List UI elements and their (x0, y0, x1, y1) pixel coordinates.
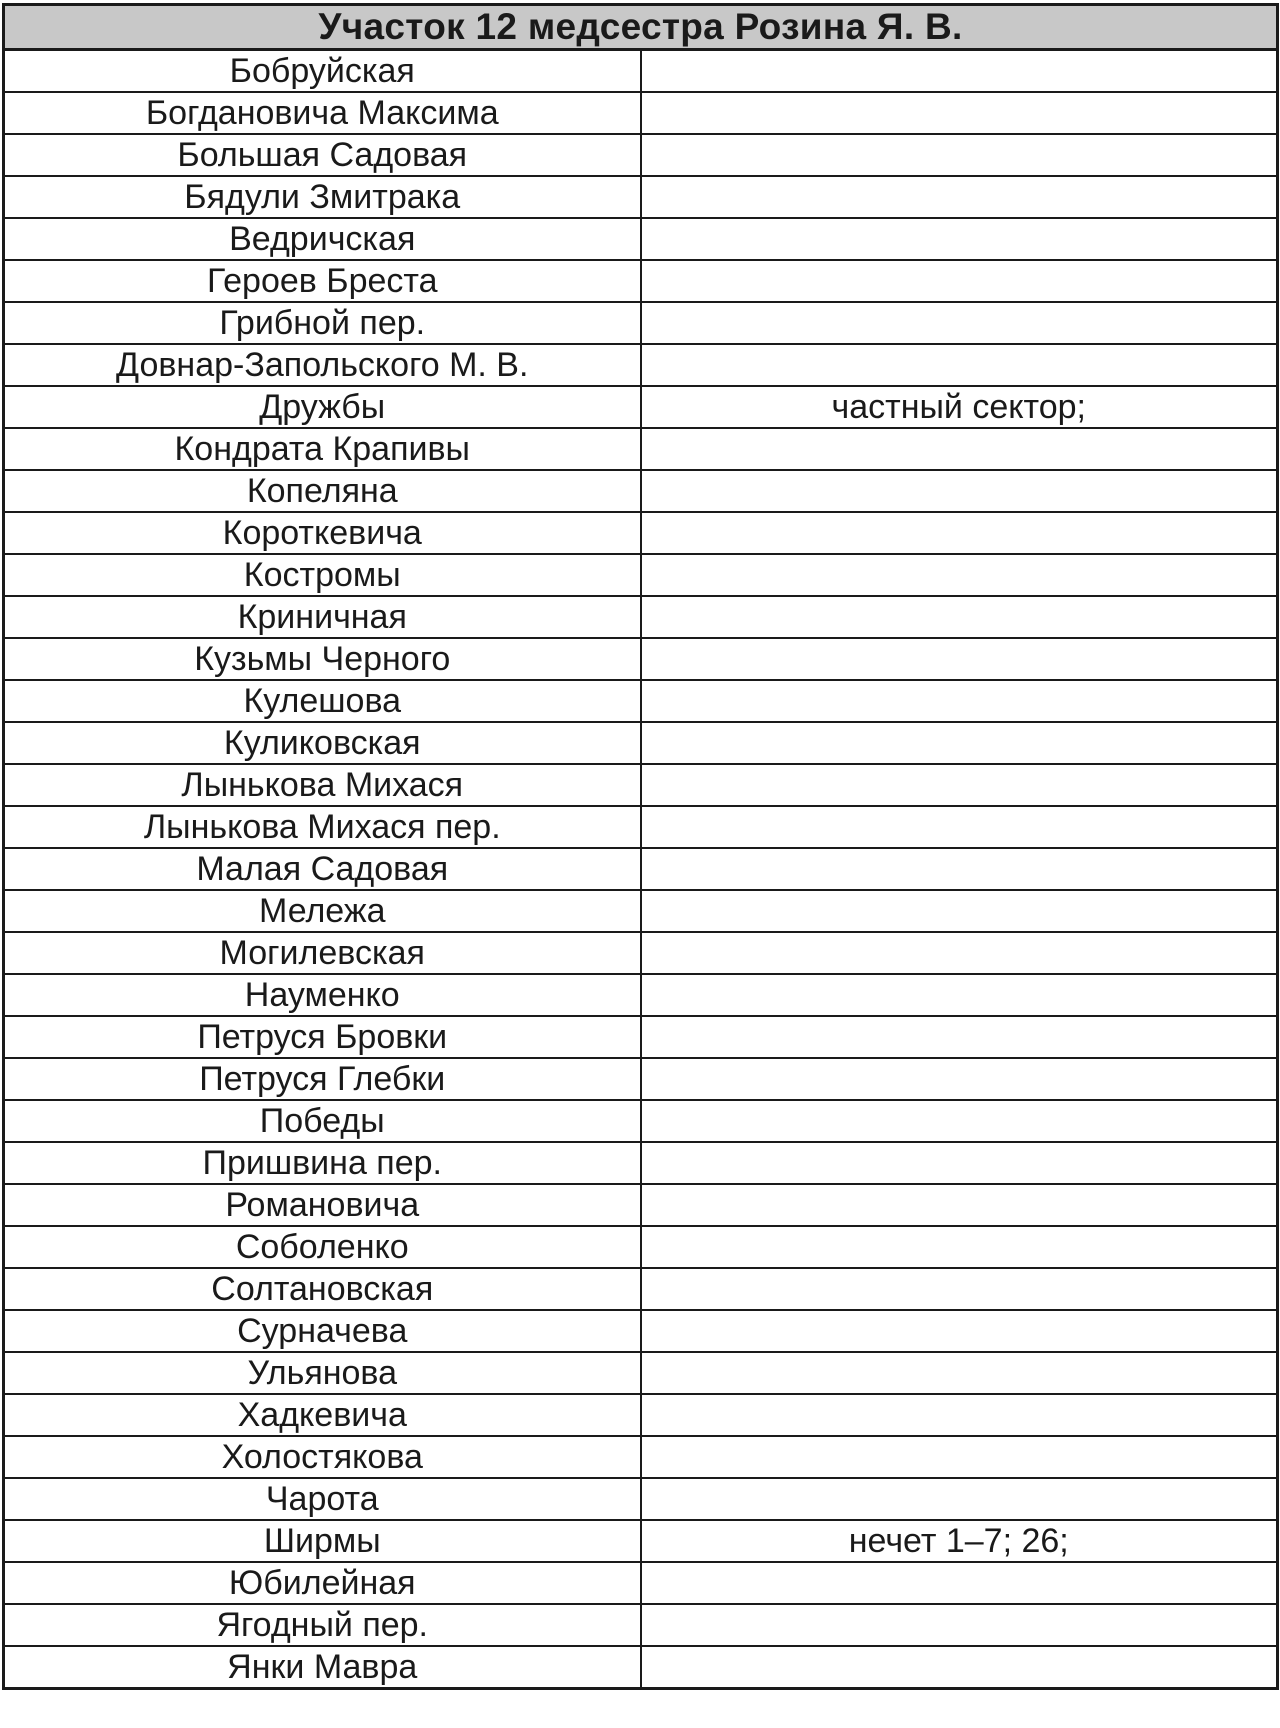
table-row (4, 386, 1278, 428)
street-name-cell: Петруся Бровки (4, 1016, 641, 1058)
table-row (4, 1646, 1278, 1689)
house-range-cell (641, 1016, 1278, 1058)
table-row (4, 1436, 1278, 1478)
street-name-cell: Героев Бреста (4, 260, 641, 302)
house-range-cell (641, 848, 1278, 890)
house-range-cell (641, 50, 1278, 93)
house-range-cell (641, 302, 1278, 344)
house-range-cell (641, 806, 1278, 848)
table-row (4, 428, 1278, 470)
table-row (4, 890, 1278, 932)
house-range-cell: нечет 1–7; 26; (641, 1520, 1278, 1562)
house-range-cell (641, 218, 1278, 260)
street-name-cell: Ширмы (4, 1520, 641, 1562)
street-name-cell: Кулешова (4, 680, 641, 722)
street-name-cell: Романовича (4, 1184, 641, 1226)
house-range-cell: частный сектор; (641, 386, 1278, 428)
table-row (4, 92, 1278, 134)
table-row (4, 554, 1278, 596)
house-range-cell (641, 1100, 1278, 1142)
street-name-cell: Копеляна (4, 470, 641, 512)
district-streets-table (2, 3, 1279, 1690)
street-name-cell: Куликовская (4, 722, 641, 764)
house-range-cell (641, 1646, 1278, 1689)
street-name-cell: Победы (4, 1100, 641, 1142)
table-row (4, 806, 1278, 848)
table-row (4, 260, 1278, 302)
table-row (4, 1016, 1278, 1058)
house-range-cell (641, 596, 1278, 638)
house-range-cell (641, 260, 1278, 302)
table-row (4, 722, 1278, 764)
table-row (4, 1268, 1278, 1310)
house-range-cell (641, 554, 1278, 596)
house-range-cell (641, 764, 1278, 806)
table-row (4, 1100, 1278, 1142)
street-name-cell: Криничная (4, 596, 641, 638)
table-row (4, 1520, 1278, 1562)
table-row (4, 344, 1278, 386)
street-name-cell: Ведричская (4, 218, 641, 260)
table-row (4, 218, 1278, 260)
table-row (4, 134, 1278, 176)
street-name-cell: Холостякова (4, 1436, 641, 1478)
house-range-cell (641, 1604, 1278, 1646)
table-row (4, 764, 1278, 806)
street-name-cell: Ягодный пер. (4, 1604, 641, 1646)
street-name-cell: Чарота (4, 1478, 641, 1520)
house-range-cell (641, 1478, 1278, 1520)
table-row (4, 470, 1278, 512)
house-range-cell (641, 890, 1278, 932)
street-name-cell: Пришвина пер. (4, 1142, 641, 1184)
house-range-cell (641, 1394, 1278, 1436)
street-name-cell: Солтановская (4, 1268, 641, 1310)
table-row (4, 1310, 1278, 1352)
street-name-cell: Бобруйская (4, 50, 641, 93)
street-name-cell: Малая Садовая (4, 848, 641, 890)
street-name-cell: Довнар-Запольского М. В. (4, 344, 641, 386)
house-range-cell (641, 428, 1278, 470)
street-name-cell: Науменко (4, 974, 641, 1016)
table-row (4, 974, 1278, 1016)
street-name-cell: Кузьмы Черного (4, 638, 641, 680)
table-row (4, 50, 1278, 93)
street-name-cell: Грибной пер. (4, 302, 641, 344)
table-row (4, 1058, 1278, 1100)
table-row (4, 1226, 1278, 1268)
table-row (4, 1352, 1278, 1394)
table-row (4, 1604, 1278, 1646)
street-name-cell: Мележа (4, 890, 641, 932)
house-range-cell (641, 680, 1278, 722)
street-name-cell: Кондрата Крапивы (4, 428, 641, 470)
house-range-cell (641, 512, 1278, 554)
table-row (4, 932, 1278, 974)
house-range-cell (641, 92, 1278, 134)
house-range-cell (641, 1310, 1278, 1352)
house-range-cell (641, 1226, 1278, 1268)
house-range-cell (641, 722, 1278, 764)
house-range-cell (641, 134, 1278, 176)
table-row (4, 596, 1278, 638)
table-row (4, 302, 1278, 344)
house-range-cell (641, 344, 1278, 386)
street-name-cell: Могилевская (4, 932, 641, 974)
street-name-cell: Лынькова Михася (4, 764, 641, 806)
table-row (4, 1562, 1278, 1604)
table-row (4, 680, 1278, 722)
house-range-cell (641, 974, 1278, 1016)
street-name-cell: Соболенко (4, 1226, 641, 1268)
house-range-cell (641, 1142, 1278, 1184)
house-range-cell (641, 1436, 1278, 1478)
table-row (4, 638, 1278, 680)
house-range-cell (641, 1184, 1278, 1226)
street-name-cell: Дружбы (4, 386, 641, 428)
house-range-cell (641, 638, 1278, 680)
house-range-cell (641, 1058, 1278, 1100)
street-name-cell: Юбилейная (4, 1562, 641, 1604)
table-row (4, 512, 1278, 554)
street-name-cell: Большая Садовая (4, 134, 641, 176)
house-range-cell (641, 932, 1278, 974)
table-title: Участок 12 медсестра Розина Я. В. (4, 5, 1278, 50)
street-name-cell: Сурначева (4, 1310, 641, 1352)
street-name-cell: Петруся Глебки (4, 1058, 641, 1100)
street-name-cell: Костромы (4, 554, 641, 596)
house-range-cell (641, 176, 1278, 218)
table-row (4, 1184, 1278, 1226)
table-row (4, 1394, 1278, 1436)
house-range-cell (641, 1268, 1278, 1310)
street-name-cell: Богдановича Максима (4, 92, 641, 134)
table-body (4, 50, 1278, 1689)
house-range-cell (641, 1352, 1278, 1394)
house-range-cell (641, 470, 1278, 512)
table-header-row (4, 5, 1278, 50)
table-row (4, 848, 1278, 890)
table-row (4, 1478, 1278, 1520)
house-range-cell (641, 1562, 1278, 1604)
street-name-cell: Бядули Змитрака (4, 176, 641, 218)
street-name-cell: Хадкевича (4, 1394, 641, 1436)
street-name-cell: Лынькова Михася пер. (4, 806, 641, 848)
street-name-cell: Короткевича (4, 512, 641, 554)
table-row (4, 1142, 1278, 1184)
table-row (4, 176, 1278, 218)
street-name-cell: Янки Мавра (227, 1648, 418, 1686)
street-name-cell: Ульянова (4, 1352, 641, 1394)
